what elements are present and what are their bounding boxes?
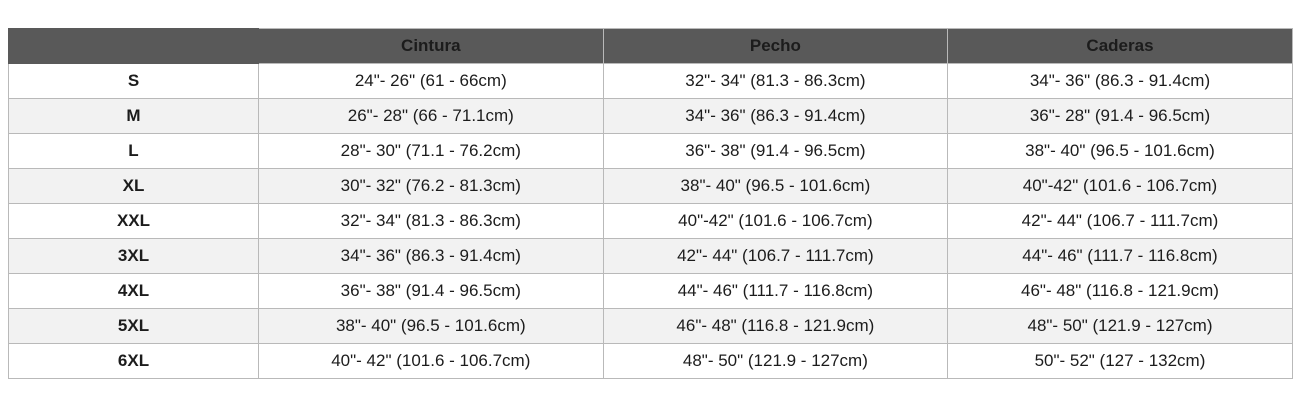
cell-caderas: 36"- 28" (91.4 - 96.5cm) [948, 99, 1293, 134]
cell-caderas: 40"-42" (101.6 - 106.7cm) [948, 169, 1293, 204]
cell-size: 6XL [9, 344, 259, 379]
cell-size: 5XL [9, 309, 259, 344]
table-row [9, 134, 1293, 169]
cell-cintura: 36"- 38" (91.4 - 96.5cm) [259, 274, 604, 309]
cell-pecho: 44"- 46" (111.7 - 116.8cm) [603, 274, 948, 309]
cell-size: 3XL [9, 239, 259, 274]
column-header-size [9, 29, 259, 64]
cell-cintura: 32"- 34" (81.3 - 86.3cm) [259, 204, 604, 239]
cell-pecho: 40"-42" (101.6 - 106.7cm) [603, 204, 948, 239]
cell-size: M [9, 99, 259, 134]
cell-cintura: 40"- 42" (101.6 - 106.7cm) [259, 344, 604, 379]
column-header-caderas: Caderas [948, 29, 1293, 64]
table-row [9, 204, 1293, 239]
cell-caderas: 34"- 36" (86.3 - 91.4cm) [948, 64, 1293, 99]
cell-cintura: 24"- 26" (61 - 66cm) [259, 64, 604, 99]
cell-caderas: 42"- 44" (106.7 - 111.7cm) [948, 204, 1293, 239]
table-row [9, 309, 1293, 344]
cell-pecho: 32"- 34" (81.3 - 86.3cm) [603, 64, 948, 99]
table-row [9, 169, 1293, 204]
size-chart-table [8, 28, 1293, 379]
cell-pecho: 46"- 48" (116.8 - 121.9cm) [603, 309, 948, 344]
cell-cintura: 34"- 36" (86.3 - 91.4cm) [259, 239, 604, 274]
cell-size: S [9, 64, 259, 99]
cell-size: XXL [9, 204, 259, 239]
table-body [9, 64, 1293, 379]
cell-caderas: 44"- 46" (111.7 - 116.8cm) [948, 239, 1293, 274]
table-row [9, 64, 1293, 99]
cell-pecho: 48"- 50" (121.9 - 127cm) [603, 344, 948, 379]
cell-size: 4XL [9, 274, 259, 309]
cell-size: L [9, 134, 259, 169]
cell-caderas: 50"- 52" (127 - 132cm) [948, 344, 1293, 379]
cell-pecho: 34"- 36" (86.3 - 91.4cm) [603, 99, 948, 134]
cell-pecho: 36"- 38" (91.4 - 96.5cm) [603, 134, 948, 169]
table-row [9, 99, 1293, 134]
cell-pecho: 38"- 40" (96.5 - 101.6cm) [603, 169, 948, 204]
cell-caderas: 38"- 40" (96.5 - 101.6cm) [948, 134, 1293, 169]
header-row [9, 29, 1293, 64]
cell-caderas: 48"- 50" (121.9 - 127cm) [948, 309, 1293, 344]
cell-cintura: 26"- 28" (66 - 71.1cm) [259, 99, 604, 134]
table-header [9, 29, 1293, 64]
table-row [9, 239, 1293, 274]
cell-cintura: 30"- 32" (76.2 - 81.3cm) [259, 169, 604, 204]
column-header-cintura: Cintura [259, 29, 604, 64]
cell-pecho: 42"- 44" (106.7 - 111.7cm) [603, 239, 948, 274]
table-row [9, 344, 1293, 379]
cell-cintura: 28"- 30" (71.1 - 76.2cm) [259, 134, 604, 169]
column-header-pecho: Pecho [603, 29, 948, 64]
cell-caderas: 46"- 48" (116.8 - 121.9cm) [948, 274, 1293, 309]
cell-cintura: 38"- 40" (96.5 - 101.6cm) [259, 309, 604, 344]
cell-size: XL [9, 169, 259, 204]
table-row [9, 274, 1293, 309]
